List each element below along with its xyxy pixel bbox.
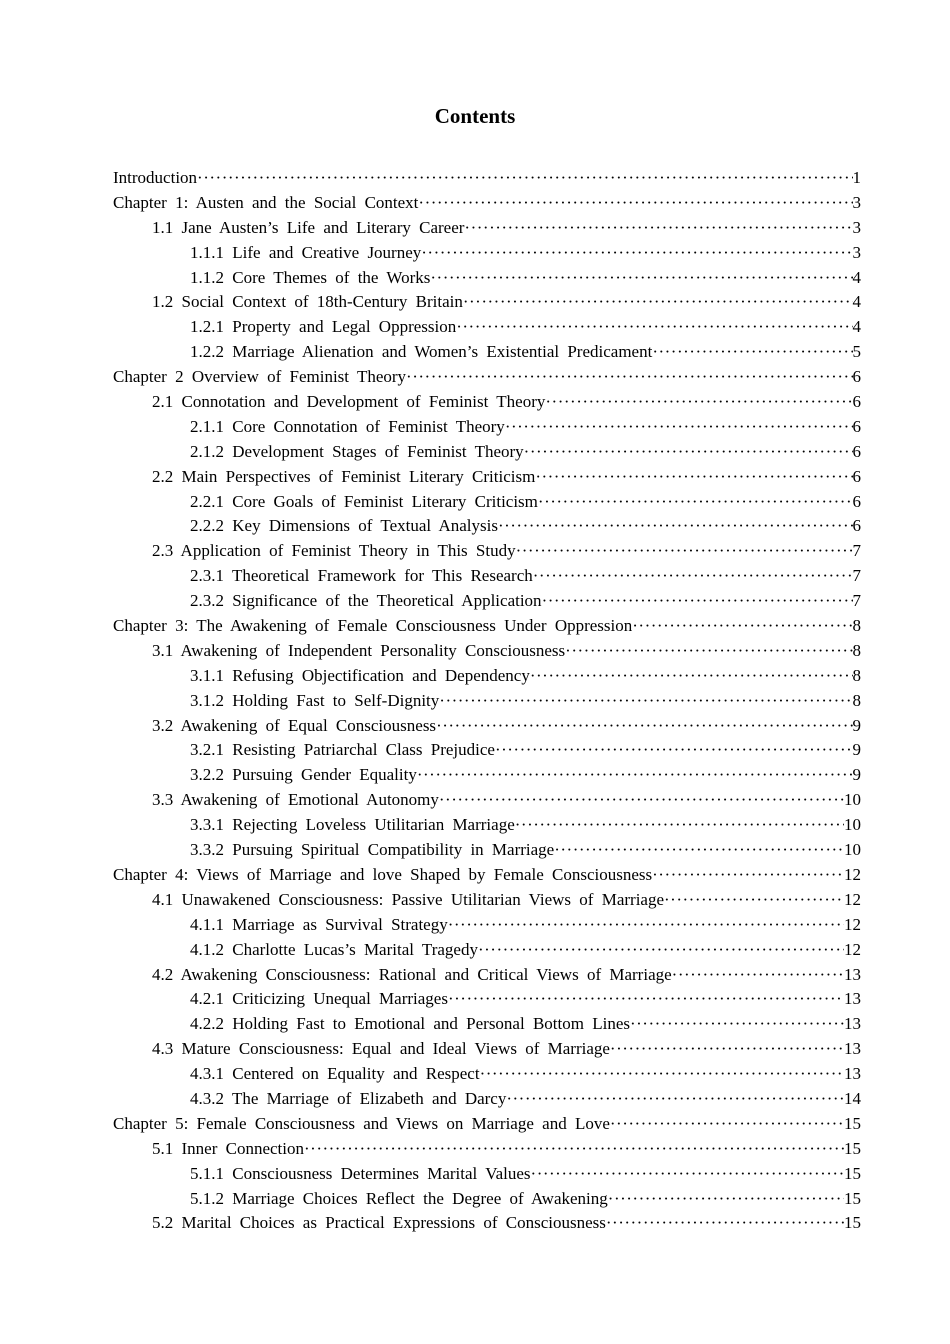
toc-entry-title: 2.3.2 Significance of the Theoretical Application xyxy=(190,591,542,611)
toc-entry[interactable] xyxy=(113,315,861,340)
toc-entry-page-number: 13 xyxy=(844,989,861,1009)
dot-leader xyxy=(533,564,853,589)
toc-entry-title: 4.1 Unawakened Consciousness: Passive Utilitarian Views of Marriage xyxy=(152,889,665,909)
toc-entry-page-number: 7 xyxy=(852,541,861,561)
toc-entry-title: 3.3 Awakening of Emotional Autonomy xyxy=(152,790,439,810)
toc-entry[interactable] xyxy=(113,987,861,1012)
toc-entry[interactable] xyxy=(113,1062,861,1087)
toc-entry-title: 2.3 Application of Feminist Theory in This Study xyxy=(152,541,516,561)
toc-entry-title: 1.2 Social Context of 18th-Century Britain xyxy=(152,292,463,312)
toc-entry-title: 3.2.1 Resisting Patriarchal Class Prejudice xyxy=(190,740,495,760)
toc-entry-page-number: 15 xyxy=(844,1188,861,1208)
dot-leader xyxy=(197,166,852,191)
toc-entry-page-number: 10 xyxy=(844,815,861,835)
toc-entry-title: Chapter 5: Female Consciousness and Views on Marriage and Love xyxy=(113,1113,610,1133)
toc-entry-page-number: 7 xyxy=(852,591,861,611)
toc-entry-title: 2.3.1 Theoretical Framework for This Research xyxy=(190,566,533,586)
toc-entry-title: 4.1.1 Marriage as Survival Strategy xyxy=(190,914,448,934)
toc-entry[interactable] xyxy=(113,365,861,390)
dot-leader xyxy=(664,888,844,913)
toc-entry-title: Chapter 3: The Awakening of Female Consciousness Under Oppression xyxy=(113,616,633,636)
toc-entry-page-number: 8 xyxy=(852,665,861,685)
toc-entry[interactable] xyxy=(113,863,861,888)
toc-entry[interactable] xyxy=(113,1187,861,1212)
toc-entry-title: 4.3 Mature Consciousness: Equal and Ideal Views of Marriage xyxy=(152,1039,610,1059)
toc-entry[interactable] xyxy=(113,440,861,465)
toc-entry-page-number: 6 xyxy=(852,416,861,436)
toc-entry-title: 2.1 Connotation and Development of Feminist Theory xyxy=(152,392,546,412)
toc-entry-page-number: 6 xyxy=(852,491,861,511)
toc-entry-title: 5.1 Inner Connection xyxy=(152,1138,304,1158)
toc-entry-page-number: 12 xyxy=(844,889,861,909)
toc-entry-page-number: 15 xyxy=(844,1163,861,1183)
dot-leader xyxy=(565,639,852,664)
toc-entry-page-number: 3 xyxy=(852,217,861,237)
toc-entry[interactable] xyxy=(113,963,861,988)
toc-entry[interactable] xyxy=(113,738,861,763)
dot-leader xyxy=(505,415,853,440)
toc-entry[interactable] xyxy=(113,1087,861,1112)
dot-leader xyxy=(630,1012,844,1037)
dot-leader xyxy=(535,465,852,490)
toc-entry-title: 2.2.2 Key Dimensions of Textual Analysis xyxy=(190,516,498,536)
dot-leader xyxy=(610,1037,844,1062)
toc-entry-title: 4.2.1 Criticizing Unequal Marriages xyxy=(190,989,448,1009)
toc-entry-title: Introduction xyxy=(113,168,198,187)
toc-entry-title: 1.1 Jane Austen’s Life and Literary Career xyxy=(152,217,465,237)
page-title: Contents xyxy=(434,104,516,128)
toc-entry-page-number: 3 xyxy=(852,192,861,212)
toc-entry[interactable] xyxy=(113,763,861,788)
toc-entry-title: 5.1.1 Consciousness Determines Marital Values xyxy=(190,1163,531,1183)
toc-entry-page-number: 1 xyxy=(852,168,861,187)
dot-leader xyxy=(610,1112,844,1137)
dot-leader xyxy=(606,1211,844,1236)
toc-entry[interactable] xyxy=(113,390,861,415)
toc-entry-page-number: 12 xyxy=(844,914,861,934)
toc-entry[interactable] xyxy=(113,888,861,913)
toc-entry-page-number: 8 xyxy=(852,690,861,710)
toc-entry-title: 2.1.2 Development Stages of Feminist Theory xyxy=(190,441,524,461)
toc-entry[interactable] xyxy=(113,689,861,714)
toc-entry[interactable] xyxy=(113,514,861,539)
dot-leader xyxy=(421,241,852,266)
dot-leader xyxy=(542,589,853,614)
dot-leader xyxy=(430,266,852,291)
toc-entry[interactable] xyxy=(113,490,861,515)
toc-entry[interactable] xyxy=(113,1112,861,1137)
toc-entry-title: 1.1.1 Life and Creative Journey xyxy=(190,242,422,262)
toc-entry-title: 3.1.1 Refusing Objectification and Dependency xyxy=(190,665,530,685)
toc-entry-title: 5.2 Marital Choices as Practical Expressions of Consciousness xyxy=(152,1213,606,1233)
toc-entry[interactable] xyxy=(113,415,861,440)
dot-leader xyxy=(498,514,853,539)
toc-entry[interactable] xyxy=(113,1211,861,1236)
toc-entry[interactable] xyxy=(113,788,861,813)
toc-entry[interactable] xyxy=(113,838,861,863)
toc-entry-title: 3.2.2 Pursuing Gender Equality xyxy=(190,765,417,785)
toc-entry-page-number: 13 xyxy=(844,1064,861,1084)
toc-entry-page-number: 10 xyxy=(844,840,861,860)
toc-entry-title: 2.1.1 Core Connotation of Feminist Theory xyxy=(190,416,505,436)
toc-entry-title: Chapter 2 Overview of Feminist Theory xyxy=(113,367,407,387)
dot-leader xyxy=(531,1162,844,1187)
toc-entry[interactable] xyxy=(113,813,861,838)
toc-entry-page-number: 15 xyxy=(844,1113,861,1133)
toc-entry-title: 4.2 Awakening Consciousness: Rational and Critical Views of Marriage xyxy=(152,964,672,984)
toc-entry-page-number: 5 xyxy=(852,342,861,362)
toc-entry[interactable] xyxy=(113,614,861,639)
toc-entry-title: 3.3.1 Rejecting Loveless Utilitarian Marriage xyxy=(190,815,515,835)
dot-leader xyxy=(304,1137,844,1162)
toc-entry-title: 1.1.2 Core Themes of the Works xyxy=(190,267,431,287)
toc-entry-title: 4.3.1 Centered on Equality and Respect xyxy=(190,1064,480,1084)
toc-entry-page-number: 13 xyxy=(844,1039,861,1059)
toc-entry-page-number: 9 xyxy=(852,765,861,785)
dot-leader xyxy=(448,987,844,1012)
toc-entry-title: 2.2.1 Core Goals of Feminist Literary Criticism xyxy=(190,491,538,511)
toc-entry[interactable] xyxy=(113,191,861,216)
toc-entry[interactable] xyxy=(113,1137,861,1162)
dot-leader xyxy=(417,763,853,788)
dot-leader xyxy=(652,340,852,365)
toc-entry-page-number: 8 xyxy=(852,640,861,660)
dot-leader xyxy=(538,490,853,515)
toc-entry[interactable] xyxy=(113,589,861,614)
dot-leader xyxy=(524,440,853,465)
toc-entry-page-number: 14 xyxy=(844,1088,861,1108)
toc-entry-page-number: 7 xyxy=(852,566,861,586)
toc-entry-page-number: 13 xyxy=(844,1014,861,1034)
toc-entry[interactable] xyxy=(113,465,861,490)
toc-entry-page-number: 4 xyxy=(852,317,861,337)
dot-leader xyxy=(545,390,852,415)
toc-entry-title: 3.1 Awakening of Independent Personality Consciousness xyxy=(152,640,566,660)
toc-entry-title: 3.1.2 Holding Fast to Self-Dignity xyxy=(190,690,440,710)
toc-entry-page-number: 8 xyxy=(852,616,861,636)
table-of-contents xyxy=(113,166,861,1236)
dot-leader xyxy=(478,938,844,963)
dot-leader xyxy=(515,813,844,838)
toc-entry[interactable] xyxy=(113,340,861,365)
dot-leader xyxy=(495,738,853,763)
toc-entry[interactable] xyxy=(113,216,861,241)
dot-leader xyxy=(418,191,852,216)
toc-entry[interactable] xyxy=(113,664,861,689)
toc-entry[interactable] xyxy=(113,564,861,589)
dot-leader xyxy=(554,838,844,863)
toc-entry-title: Chapter 1: Austen and the Social Context xyxy=(113,192,419,212)
toc-entry-page-number: 9 xyxy=(852,715,861,735)
toc-entry[interactable] xyxy=(113,938,861,963)
dot-leader xyxy=(480,1062,844,1087)
toc-entry[interactable] xyxy=(113,241,861,266)
dot-leader xyxy=(406,365,852,390)
toc-entry[interactable] xyxy=(113,266,861,291)
toc-entry-title: 3.2 Awakening of Equal Consciousness xyxy=(152,715,437,735)
toc-entry[interactable] xyxy=(113,539,861,564)
dot-leader xyxy=(439,689,852,714)
toc-entry-page-number: 4 xyxy=(852,292,861,312)
dot-leader xyxy=(672,963,844,988)
dot-leader xyxy=(516,539,853,564)
toc-entry-page-number: 12 xyxy=(844,939,861,959)
dot-leader xyxy=(463,290,853,315)
toc-entry-page-number: 6 xyxy=(852,392,861,412)
toc-entry-page-number: 12 xyxy=(844,864,861,884)
toc-entry[interactable] xyxy=(113,166,861,191)
toc-entry[interactable] xyxy=(113,1012,861,1037)
dot-leader xyxy=(456,315,852,340)
toc-entry-title: 5.1.2 Marriage Choices Reflect the Degree of Awakening xyxy=(190,1188,608,1208)
toc-entry-page-number: 13 xyxy=(844,964,861,984)
toc-entry[interactable] xyxy=(113,913,861,938)
dot-leader xyxy=(436,714,852,739)
toc-entry-page-number: 6 xyxy=(852,466,861,486)
dot-leader xyxy=(652,863,844,888)
toc-entry-page-number: 9 xyxy=(852,740,861,760)
toc-entry-title: 4.3.2 The Marriage of Elizabeth and Darcy xyxy=(190,1088,507,1108)
toc-entry-title: 3.3.2 Pursuing Spiritual Compatibility in Marriage xyxy=(190,840,555,860)
dot-leader xyxy=(506,1087,844,1112)
toc-entry-page-number: 15 xyxy=(844,1138,861,1158)
toc-entry-title: 4.1.2 Charlotte Lucas’s Marital Tragedy xyxy=(190,939,478,959)
toc-entry[interactable] xyxy=(113,1162,861,1187)
toc-entry-page-number: 6 xyxy=(852,441,861,461)
dot-leader xyxy=(448,913,844,938)
dot-leader xyxy=(608,1187,844,1212)
toc-entry-page-number: 10 xyxy=(844,790,861,810)
toc-entry[interactable] xyxy=(113,714,861,739)
toc-entry-page-number: 6 xyxy=(852,367,861,387)
dot-leader xyxy=(530,664,853,689)
toc-entry-page-number: 15 xyxy=(844,1213,861,1233)
toc-entry[interactable] xyxy=(113,1037,861,1062)
toc-entry-title: 4.2.2 Holding Fast to Emotional and Personal Bottom Lines xyxy=(190,1014,630,1034)
toc-entry-title: Chapter 4: Views of Marriage and love Shaped by Female Consciousness xyxy=(113,864,653,884)
dot-leader xyxy=(632,614,852,639)
toc-entry-title: 2.2 Main Perspectives of Feminist Literary Criticism xyxy=(152,466,536,486)
toc-entry-title: 1.2.1 Property and Legal Oppression xyxy=(190,317,457,337)
toc-entry-title: 1.2.2 Marriage Alienation and Women’s Existential Predicament xyxy=(190,342,653,362)
toc-entry-page-number: 4 xyxy=(852,267,861,287)
dot-leader xyxy=(439,788,844,813)
toc-entry-page-number: 6 xyxy=(852,516,861,536)
dot-leader xyxy=(464,216,852,241)
toc-entry[interactable] xyxy=(113,639,861,664)
toc-entry-page-number: 3 xyxy=(852,242,861,262)
toc-entry[interactable] xyxy=(113,290,861,315)
